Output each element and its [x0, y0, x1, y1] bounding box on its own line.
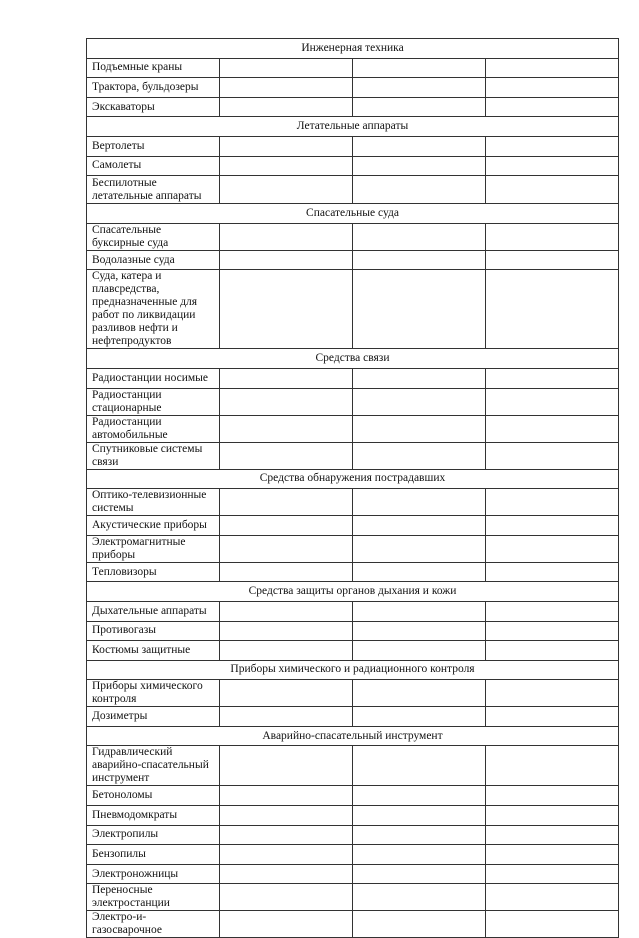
table-row: [87, 707, 619, 727]
row-label: Приборы химического контроля: [87, 680, 220, 707]
row-cell-4: [486, 864, 619, 884]
row-cell-2: [220, 884, 353, 911]
table-row: [87, 746, 619, 786]
table-row: [87, 680, 619, 707]
row-cell-2: [220, 388, 353, 415]
row-cell-4: [486, 562, 619, 582]
row-cell-2: [220, 78, 353, 98]
row-cell-2: [220, 136, 353, 156]
row-cell-2: [220, 786, 353, 806]
table-row: [87, 442, 619, 469]
row-cell-4: [486, 97, 619, 117]
table-row: [87, 97, 619, 117]
table-row: [87, 368, 619, 388]
row-label: Бетоноломы: [87, 786, 220, 806]
row-cell-4: [486, 786, 619, 806]
row-cell-3: [353, 368, 486, 388]
table-row: [87, 388, 619, 415]
table-row: [87, 845, 619, 865]
row-label: Радиостанции носимые: [87, 368, 220, 388]
row-cell-4: [486, 825, 619, 845]
row-label: Электро-и-газосварочное: [87, 911, 220, 938]
table-row: [87, 864, 619, 884]
section-header-row: [87, 117, 619, 137]
table-row: [87, 223, 619, 250]
section-header-row: [87, 726, 619, 746]
row-cell-2: [220, 621, 353, 641]
row-label: Беспилотные летательные аппараты: [87, 176, 220, 204]
row-cell-3: [353, 707, 486, 727]
row-cell-3: [353, 270, 486, 349]
row-cell-2: [220, 707, 353, 727]
row-cell-2: [220, 250, 353, 270]
row-cell-3: [353, 415, 486, 442]
row-cell-3: [353, 535, 486, 562]
row-cell-3: [353, 388, 486, 415]
row-cell-3: [353, 562, 486, 582]
section-header-row: [87, 204, 619, 224]
row-cell-4: [486, 388, 619, 415]
row-cell-2: [220, 156, 353, 176]
section-header-row: [87, 39, 619, 59]
row-cell-4: [486, 746, 619, 786]
section-title: Летательные аппараты: [87, 117, 619, 137]
row-cell-2: [220, 746, 353, 786]
table-row: [87, 535, 619, 562]
row-cell-3: [353, 250, 486, 270]
table-row: [87, 786, 619, 806]
row-label: Акустические приборы: [87, 516, 220, 536]
row-cell-4: [486, 601, 619, 621]
row-cell-4: [486, 911, 619, 938]
row-cell-3: [353, 621, 486, 641]
row-label: Радиостанции автомобильные: [87, 415, 220, 442]
table-row: [87, 250, 619, 270]
row-label: Костюмы защитные: [87, 641, 220, 661]
row-cell-4: [486, 641, 619, 661]
table-row: [87, 415, 619, 442]
section-title: Средства связи: [87, 349, 619, 369]
row-cell-3: [353, 680, 486, 707]
row-cell-3: [353, 136, 486, 156]
row-cell-4: [486, 368, 619, 388]
row-label: Спасательные буксирные суда: [87, 223, 220, 250]
table-row: [87, 621, 619, 641]
row-cell-3: [353, 746, 486, 786]
table-row: [87, 825, 619, 845]
table-row: [87, 58, 619, 78]
row-cell-2: [220, 270, 353, 349]
row-cell-3: [353, 806, 486, 826]
row-cell-4: [486, 415, 619, 442]
table-row: [87, 489, 619, 516]
row-cell-4: [486, 442, 619, 469]
row-label: Электромагнитные приборы: [87, 535, 220, 562]
equipment-table: [86, 38, 619, 938]
table-row: [87, 78, 619, 98]
row-cell-2: [220, 562, 353, 582]
row-label: Тепловизоры: [87, 562, 220, 582]
table-row: [87, 136, 619, 156]
row-cell-4: [486, 78, 619, 98]
row-cell-2: [220, 368, 353, 388]
table-row: [87, 156, 619, 176]
table-row: [87, 641, 619, 661]
row-cell-3: [353, 156, 486, 176]
row-cell-4: [486, 270, 619, 349]
row-cell-4: [486, 136, 619, 156]
table-row: [87, 601, 619, 621]
table-row: [87, 884, 619, 911]
section-header-row: [87, 660, 619, 680]
row-label: Бензопилы: [87, 845, 220, 865]
table-row: [87, 562, 619, 582]
row-cell-3: [353, 864, 486, 884]
table-row: [87, 516, 619, 536]
row-cell-2: [220, 535, 353, 562]
row-label: Суда, катера и плавсредства, предназначенные для работ по ликвидации разливов нефти и нефтепродуктов: [87, 270, 220, 349]
row-label: Вертолеты: [87, 136, 220, 156]
section-title: Аварийно-спасательный инструмент: [87, 726, 619, 746]
row-cell-4: [486, 621, 619, 641]
row-cell-3: [353, 601, 486, 621]
row-cell-2: [220, 864, 353, 884]
row-cell-4: [486, 250, 619, 270]
row-cell-2: [220, 489, 353, 516]
row-cell-2: [220, 97, 353, 117]
row-cell-2: [220, 845, 353, 865]
row-cell-3: [353, 845, 486, 865]
section-header-row: [87, 582, 619, 602]
row-cell-4: [486, 516, 619, 536]
row-label: Переносные электростанции: [87, 884, 220, 911]
row-cell-2: [220, 415, 353, 442]
row-cell-2: [220, 601, 353, 621]
row-label: Оптико-телевизионные системы: [87, 489, 220, 516]
table-row: [87, 176, 619, 204]
section-title: Средства защиты органов дыхания и кожи: [87, 582, 619, 602]
row-cell-2: [220, 516, 353, 536]
section-title: Средства обнаружения пострадавших: [87, 469, 619, 489]
row-cell-4: [486, 806, 619, 826]
table-body: [87, 39, 619, 938]
row-cell-2: [220, 442, 353, 469]
row-label: Дыхательные аппараты: [87, 601, 220, 621]
row-cell-3: [353, 786, 486, 806]
row-label: Гидравлический аварийно-спасательный инструмент: [87, 746, 220, 786]
row-cell-2: [220, 911, 353, 938]
row-label: Электропилы: [87, 825, 220, 845]
row-cell-4: [486, 884, 619, 911]
row-cell-4: [486, 156, 619, 176]
row-label: Электроножницы: [87, 864, 220, 884]
row-cell-3: [353, 78, 486, 98]
row-label: Экскаваторы: [87, 97, 220, 117]
row-cell-3: [353, 223, 486, 250]
row-cell-3: [353, 641, 486, 661]
row-cell-3: [353, 489, 486, 516]
row-label: Трактора, бульдозеры: [87, 78, 220, 98]
table-row: [87, 270, 619, 349]
section-title: Приборы химического и радиационного контроля: [87, 660, 619, 680]
row-cell-2: [220, 825, 353, 845]
row-cell-4: [486, 707, 619, 727]
table-row: [87, 806, 619, 826]
row-cell-2: [220, 58, 353, 78]
row-label: Радиостанции стационарные: [87, 388, 220, 415]
row-label: Самолеты: [87, 156, 220, 176]
section-header-row: [87, 349, 619, 369]
row-cell-3: [353, 516, 486, 536]
row-label: Подъемные краны: [87, 58, 220, 78]
row-label: Дозиметры: [87, 707, 220, 727]
row-cell-4: [486, 535, 619, 562]
row-cell-2: [220, 176, 353, 204]
row-cell-3: [353, 176, 486, 204]
row-label: Пневмодомкраты: [87, 806, 220, 826]
row-cell-4: [486, 176, 619, 204]
row-cell-4: [486, 845, 619, 865]
row-cell-4: [486, 680, 619, 707]
row-cell-3: [353, 58, 486, 78]
row-cell-2: [220, 223, 353, 250]
row-label: Водолазные суда: [87, 250, 220, 270]
row-cell-2: [220, 680, 353, 707]
row-cell-4: [486, 223, 619, 250]
row-cell-4: [486, 58, 619, 78]
row-cell-3: [353, 884, 486, 911]
row-cell-4: [486, 489, 619, 516]
row-cell-3: [353, 911, 486, 938]
section-title: Спасательные суда: [87, 204, 619, 224]
row-cell-3: [353, 825, 486, 845]
row-label: Спутниковые системы связи: [87, 442, 220, 469]
row-cell-2: [220, 806, 353, 826]
section-title: Инженерная техника: [87, 39, 619, 59]
row-label: Противогазы: [87, 621, 220, 641]
section-header-row: [87, 469, 619, 489]
row-cell-3: [353, 97, 486, 117]
table-row: [87, 911, 619, 938]
row-cell-3: [353, 442, 486, 469]
row-cell-2: [220, 641, 353, 661]
